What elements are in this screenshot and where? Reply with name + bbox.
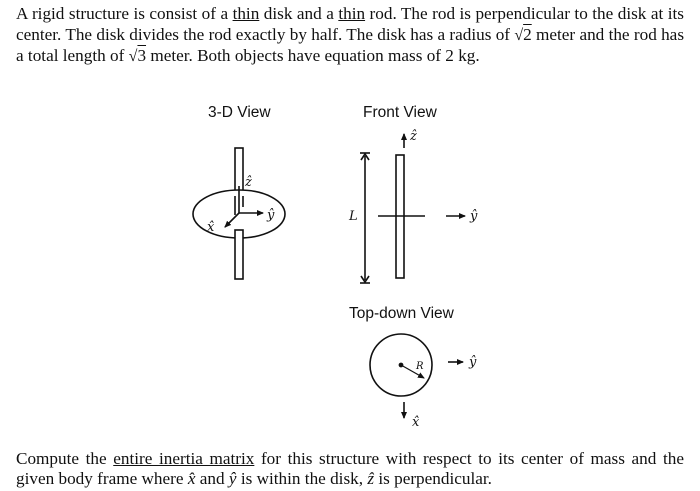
question-statement — [16, 449, 684, 489]
question-text-1: Compute the — [16, 449, 114, 468]
problem-text-2: disk and a — [259, 4, 339, 23]
length-label: L — [349, 209, 358, 224]
x-hat-3d: x̂ — [207, 220, 215, 235]
inertia-matrix-underlined: entire inertia matrix — [113, 449, 255, 468]
problem-text-5: meter. Both objects have equation mass of 2 kg. — [146, 46, 480, 65]
problem-text-1: A rigid structure is consist of a — [16, 4, 233, 23]
z-hat-3d: ẑ — [245, 175, 252, 190]
question-text-2: for this structure with respect to its center of mass and the given body frame where — [16, 449, 684, 488]
length-sqrt: √3 — [128, 46, 147, 65]
problem-text-3: rod. The rod is perpendicular to the disk at its center. The disk divides the rod exactly by half. The disk has a radius of — [16, 4, 684, 44]
thin-underlined-1: thin — [232, 4, 260, 23]
question-text-3: and — [195, 469, 229, 488]
question-y-hat: ŷ — [228, 469, 237, 488]
question-z-hat: ẑ — [367, 469, 375, 488]
question-text-4: is within the disk, — [236, 469, 368, 488]
top-down-view-diagram — [370, 334, 463, 418]
y-hat-top: ŷ — [469, 355, 477, 370]
question-text-5: is perpendicular. — [374, 469, 492, 488]
radius-value: 2 — [523, 24, 532, 44]
thin-underlined-2: thin — [338, 4, 366, 23]
label-top-down-view: Top-down View — [349, 305, 454, 322]
y-hat-3d: ŷ — [267, 208, 275, 223]
label-front-view: Front View — [363, 104, 437, 121]
z-hat-front: ẑ — [410, 129, 417, 144]
radius-sqrt: √2 — [514, 24, 532, 44]
front-view-diagram — [360, 134, 465, 283]
rod-lower-3d — [235, 230, 243, 279]
question-x-hat: x̂ — [187, 469, 196, 488]
label-3d-view: 3-D View — [208, 104, 271, 121]
problem-text-4: meter and the rod has a total length of — [16, 24, 685, 65]
radius-label: R — [416, 361, 424, 372]
y-hat-front: ŷ — [470, 209, 478, 224]
x-hat-top: x̂ — [412, 415, 420, 430]
length-value: 3 — [137, 46, 147, 65]
